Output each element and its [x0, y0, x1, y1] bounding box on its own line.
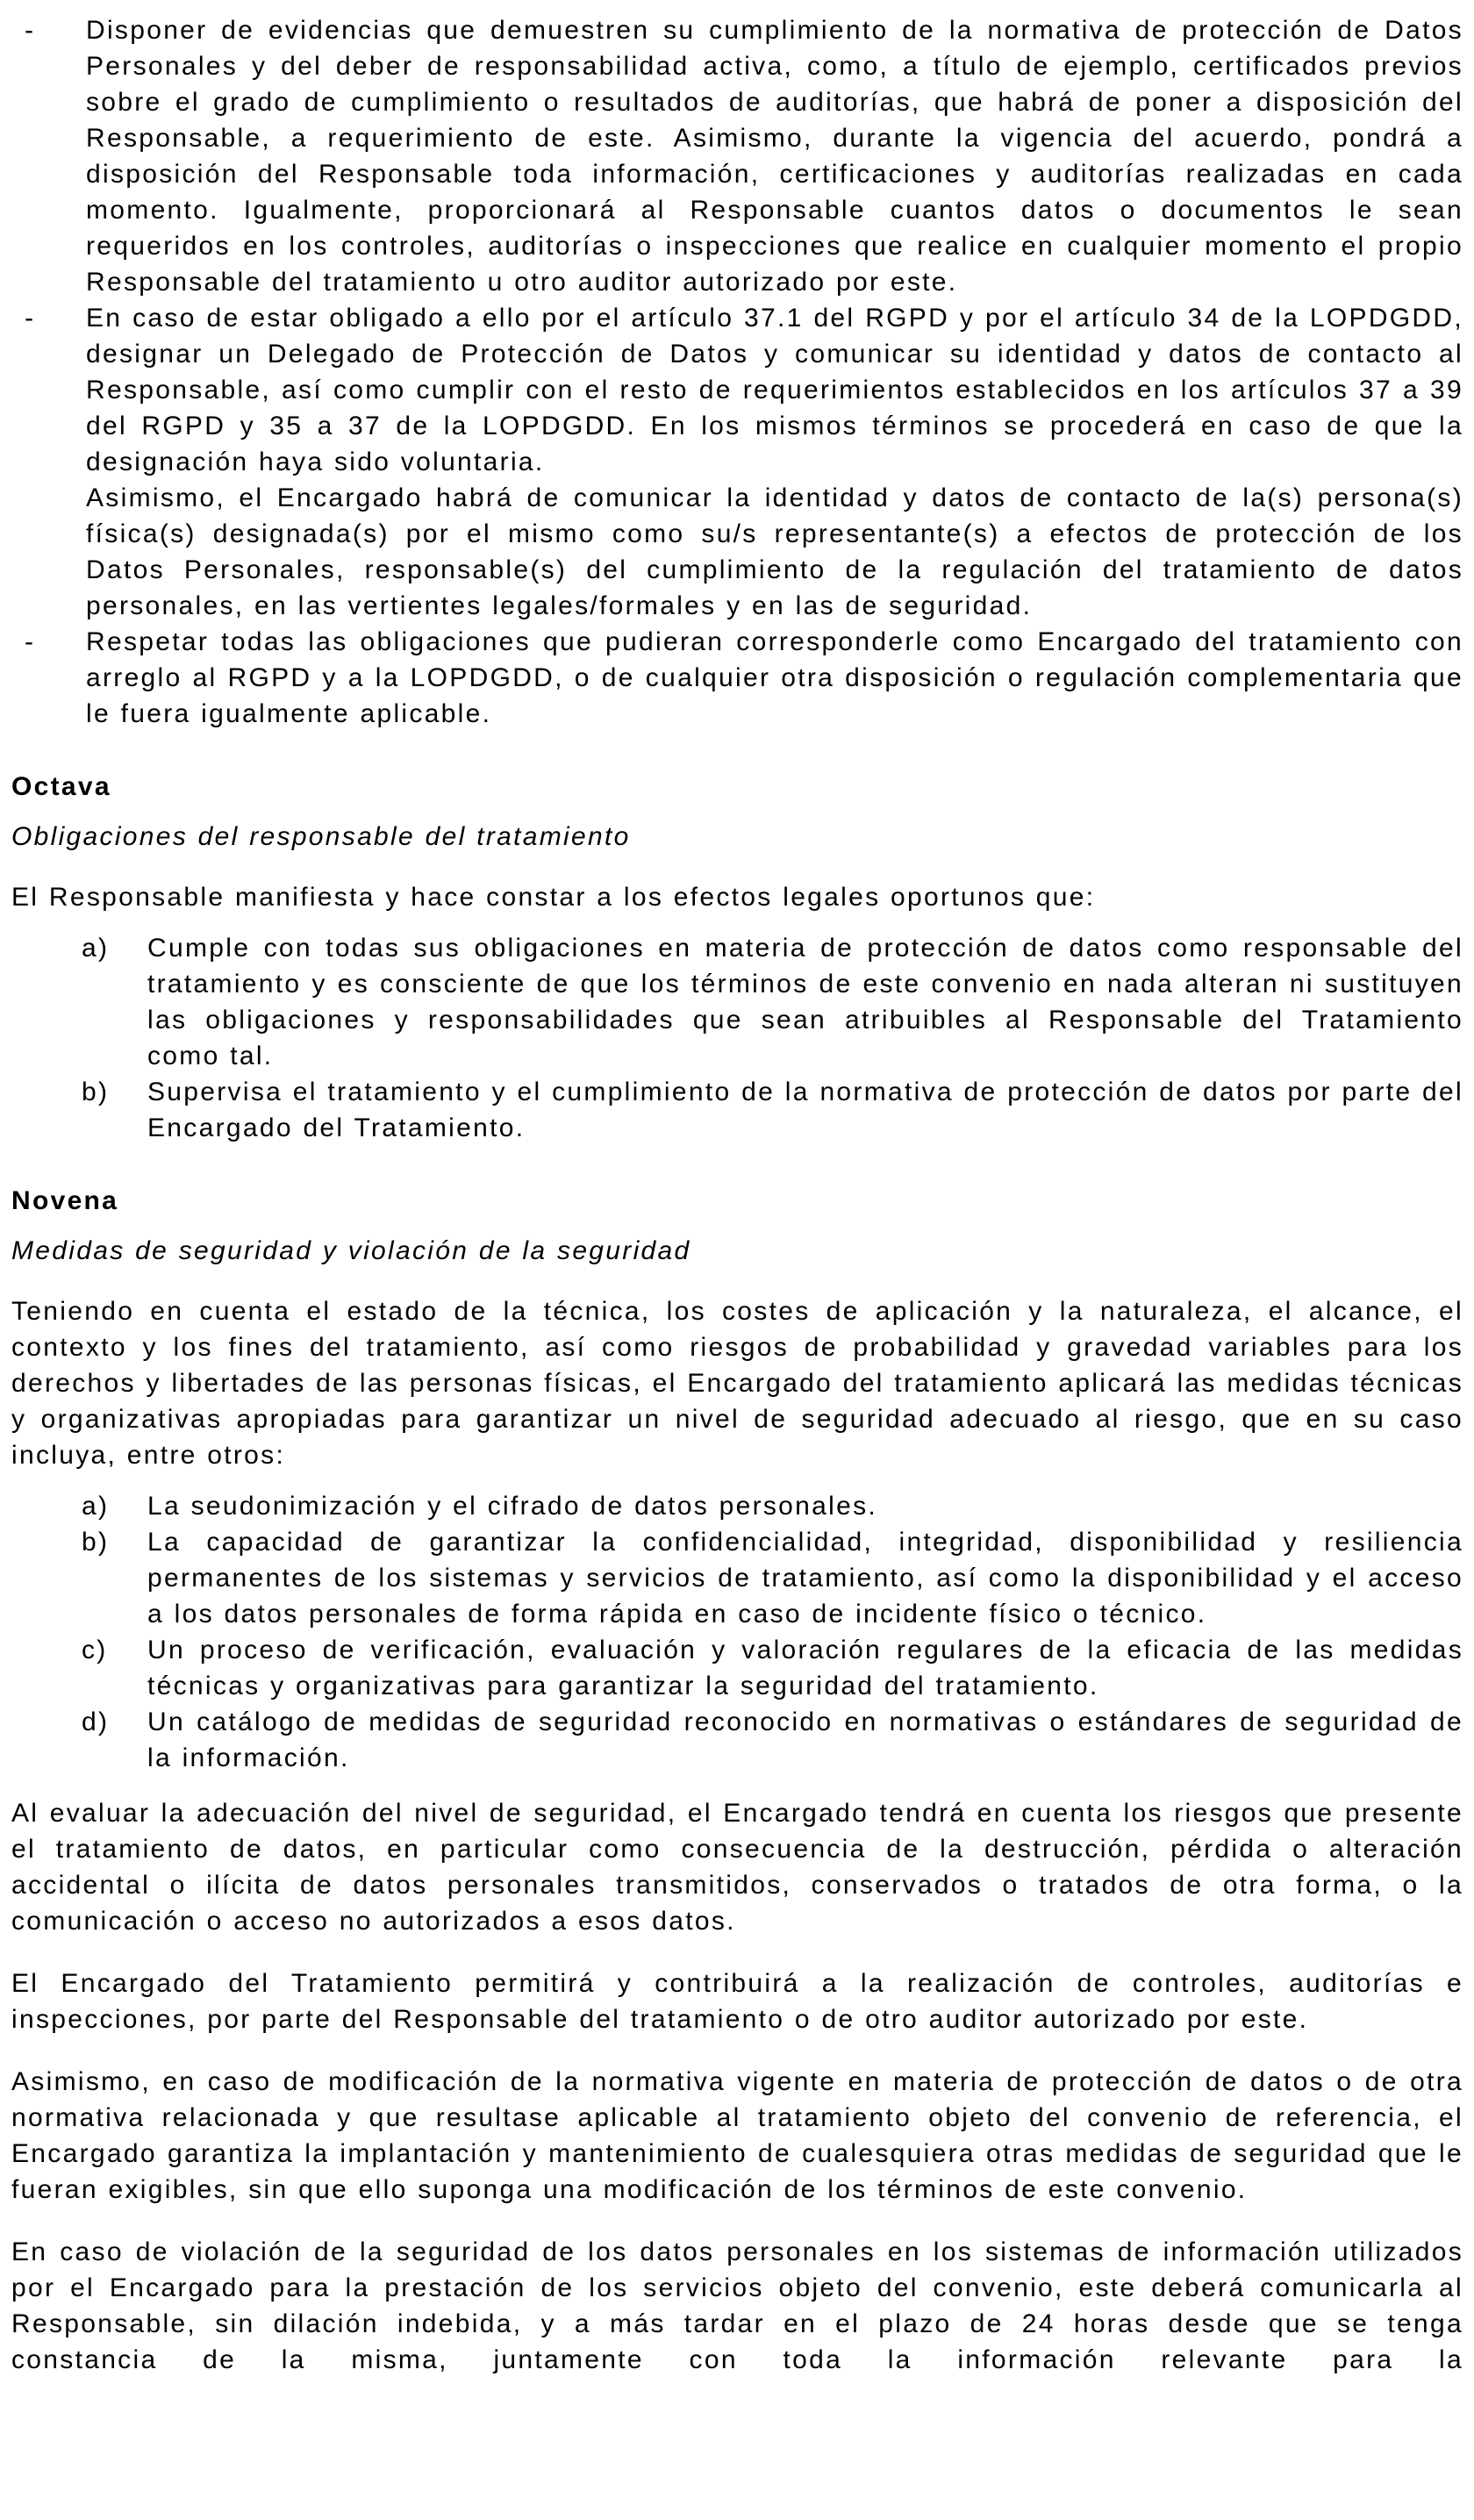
- list-item: [11, 1704, 1463, 1776]
- paragraph: Respetar todas las obligaciones que pudieran corresponderle como Encargado del tratamiento con arreglo al RGPD y a la LOPDGDD, o de cualquier otra disposición o regulación complementaria que le fuera igualmente aplicable.: [86, 627, 1463, 728]
- letter-list-marker: c): [82, 1636, 108, 1664]
- paragraph: Disponer de evidencias que demuestren su cumplimiento de la normativa de protección de Datos Personales y del deber de responsabilidad activa, como, a título de ejemplo, certificados previos sobre el grado de cumplimiento o resultados de auditorías, que habrá de poner a disposición del Responsable, a requerimiento de este. Asimismo, durante la vigencia del acuerdo, pondrá a disposición del Responsable toda información, certificaciones y auditorías realizadas en cada momento. Igualmente, proporcionará al Responsable cuantos datos o documentos le sean requeridos en los controles, auditorías o inspecciones que realice en cualquier momento el propio Responsable del tratamiento u otro auditor autorizado por este.: [86, 16, 1463, 297]
- paragraph: Un catálogo de medidas de seguridad reconocido en normativas o estándares de seguridad de la información.: [147, 1707, 1463, 1772]
- paragraph: Supervisa el tratamiento y el cumplimiento de la normativa de protección de datos por parte del Encargado del Tratamiento.: [147, 1077, 1463, 1142]
- list-item: [11, 1074, 1463, 1146]
- paragraph: Un proceso de verificación, evaluación y valoración regulares de la eficacia de las medidas técnicas y organizativas para garantizar la seguridad del tratamiento.: [147, 1636, 1463, 1700]
- list-item: [11, 1488, 1463, 1524]
- list-item: [11, 12, 1463, 300]
- dash-bullet-marker: -: [25, 304, 36, 333]
- paragraph: Teniendo en cuenta el estado de la técnica, los costes de aplicación y la naturaleza, el alcance, el contexto y los fines del tratamiento, así como riesgos de probabilidad y gravedad variables para los derechos y libertades de las personas físicas, el Encargado del tratamiento aplicará las medidas técnicas y organizativas apropiadas para garantizar un nivel de seguridad adecuado al riesgo, que en su caso incluya, entre otros:: [11, 1297, 1463, 1470]
- list-item: [11, 1632, 1463, 1704]
- list-item-body: [147, 1074, 1463, 1146]
- list-item-body: [147, 930, 1463, 1074]
- novena-letter-list: [11, 1488, 1463, 1776]
- paragraph: La seudonimización y el cifrado de datos personales.: [147, 1492, 878, 1521]
- letter-list-marker: d): [82, 1707, 110, 1736]
- list-item: [11, 1524, 1463, 1632]
- list-item-body: [147, 1524, 1463, 1632]
- list-item-body: [147, 1704, 1463, 1776]
- letter-list-marker: a): [82, 1492, 110, 1521]
- paragraph: Asimismo, en caso de modificación de la normativa vigente en materia de protección de datos o de otra normativa relacionada y que resultase aplicable al tratamiento objeto del convenio de referencia, el Encargado garantiza la implantación y mantenimiento de cualesquiera otras medidas de seguridad que le fueran exigibles, sin que ello suponga una modificación de los términos de este convenio.: [11, 2067, 1463, 2204]
- list-item: [11, 300, 1463, 624]
- list-item-body: [86, 12, 1463, 300]
- octava-letter-list: [11, 930, 1463, 1146]
- dash-bullet-marker: -: [25, 627, 36, 656]
- paragraph: Asimismo, el Encargado habrá de comunicar la identidad y datos de contacto de la(s) persona(s) física(s) designada(s) por el mismo como su/s representante(s) a efectos de protección de los Datos Personales, responsable(s) del cumplimiento de la regulación del tratamiento de datos personales, en las vertientes legales/formales y en las de seguridad.: [86, 483, 1463, 620]
- list-item: [11, 930, 1463, 1074]
- list-item-body: [147, 1632, 1463, 1704]
- paragraph: En caso de estar obligado a ello por el artículo 37.1 del RGPD y por el artículo 34 de la LOPDGDD, designar un Delegado de Protección de Datos y comunicar su identidad y datos de contacto al Responsable, así como cumplir con el resto de requerimientos establecidos en los artículos 37 a 39 del RGPD y 35 a 37 de la LOPDGDD. En los mismos términos se procederá en caso de que la designación haya sido voluntaria.: [86, 304, 1463, 476]
- paragraph: Cumple con todas sus obligaciones en materia de protección de datos como responsable del tratamiento y es consciente de que los términos de este convenio en nada alteran ni sustituyen las obligaciones y responsabilidades que sean atribuibles al Responsable del Tratamiento como tal.: [147, 934, 1463, 1070]
- list-item-body: [147, 1488, 1463, 1524]
- paragraph: Al evaluar la adecuación del nivel de seguridad, el Encargado tendrá en cuenta los riesgos que presente el tratamiento de datos, en particular como consecuencia de la destrucción, pérdida o alteración accidental o ilícita de datos personales transmitidos, conservados o tratados de otra forma, o la comunicación o acceso no autorizados a esos datos.: [11, 1799, 1463, 1936]
- dash-bullet-marker: -: [25, 16, 36, 45]
- section-subtitle-octava: Obligaciones del responsable del tratamiento: [11, 822, 631, 851]
- list-item: [11, 624, 1463, 732]
- paragraph-cut-off-at-page-end: En caso de violación de la seguridad de los datos personales en los sistemas de información utilizados por el Encargado para la prestación de los servicios objeto del convenio, este deberá comunicarla al Responsable, sin dilación indebida, y a más tardar en el plazo de 24 horas desde que se tenga constancia de la misma, juntamente con toda la información relevante para la: [11, 2237, 1463, 2374]
- section-subtitle-novena: Medidas de seguridad y violación de la seguridad: [11, 1236, 691, 1265]
- letter-list-marker: b): [82, 1528, 110, 1557]
- list-item-body: [86, 624, 1463, 732]
- paragraph: El Encargado del Tratamiento permitirá y contribuirá a la realización de controles, auditorías e inspecciones, por parte del Responsable del tratamiento o de otro auditor autorizado por este.: [11, 1969, 1463, 2034]
- section-heading-octava: Octava: [11, 772, 111, 801]
- letter-list-marker: a): [82, 934, 110, 963]
- paragraph: La capacidad de garantizar la confidencialidad, integridad, disponibilidad y resiliencia permanentes de los sistemas y servicios de tratamiento, así como la disponibilidad y el acceso a los datos personales de forma rápida en caso de incidente físico o técnico.: [147, 1528, 1463, 1629]
- obligations-dash-list: [11, 12, 1463, 732]
- letter-list-marker: b): [82, 1077, 110, 1106]
- section-heading-novena: Novena: [11, 1186, 119, 1215]
- paragraph: El Responsable manifiesta y hace constar a los efectos legales oportunos que:: [11, 883, 1096, 912]
- list-item-body: [86, 300, 1463, 624]
